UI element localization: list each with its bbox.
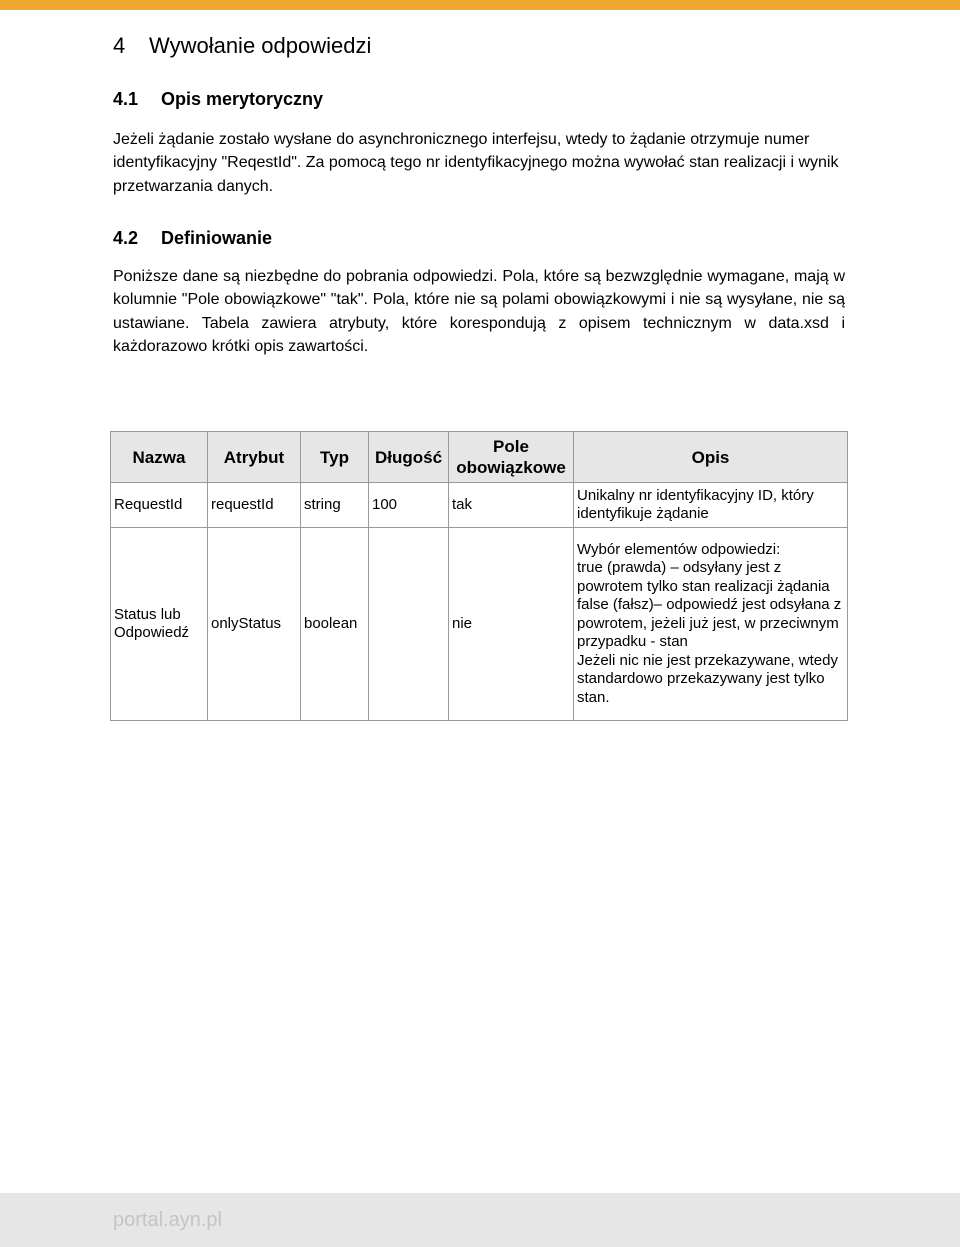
table-row [111, 483, 848, 528]
cell-opis [574, 528, 848, 721]
header-typ: Typ [301, 432, 369, 483]
header-dlugosc: Długość [369, 432, 449, 483]
subsection-number: 4.1 [113, 89, 139, 109]
attributes-table [110, 431, 848, 721]
header-pole-obowiazkowe: Pole obowiązkowe [449, 432, 574, 483]
cell-typ: string [301, 483, 369, 528]
opis-line: Jeżeli nic nie jest przekazywane, wtedy standardowo przekazywany jest tylko stan. [577, 651, 838, 706]
cell-dlugosc [369, 528, 449, 721]
cell-atrybut: onlyStatus [208, 528, 301, 721]
table-row [111, 528, 848, 721]
cell-nazwa: RequestId [111, 483, 208, 528]
footer-url: portal.ayn.pl [113, 1209, 222, 1231]
cell-pole-obowiazkowe: nie [449, 528, 574, 721]
section-title: Wywołanie odpowiedzi [149, 33, 372, 58]
table-header-row [111, 432, 848, 483]
opis-line: true (prawda) – odsyłany jest z powrotem tylko stan realizacji żądania [577, 559, 830, 595]
header-nazwa: Nazwa [111, 432, 208, 483]
subsection-heading-opis [113, 87, 323, 111]
cell-nazwa: Status lub Odpowiedź [111, 528, 208, 721]
subsection-number: 4.2 [113, 228, 139, 248]
cell-dlugosc: 100 [369, 483, 449, 528]
opis-paragraph: Jeżeli żądanie zostało wysłane do asynchronicznego interfejsu, wtedy to żądanie otrzymuje numer identyfikacyjny "ReqestId". Za pomocą tego nr identyfikacyjnego można wywołać stan realizacji i wynik przetwarzania danych. [113, 131, 839, 195]
cell-opis [574, 483, 848, 528]
subsection-heading-definiowanie [113, 226, 272, 250]
opis-line: false (fałsz)– odpowiedź jest odsyłana z powrotem, jeżeli już jest, w przeciwnym przypadku - stan [577, 596, 842, 651]
top-accent-bar [0, 0, 960, 10]
opis-line: Unikalny nr identyfikacyjny ID, który identyfikuje żądanie [577, 486, 814, 522]
header-opis: Opis [574, 432, 848, 483]
subsection-title: Definiowanie [161, 228, 273, 248]
cell-pole-obowiazkowe: tak [449, 483, 574, 528]
header-atrybut: Atrybut [208, 432, 301, 483]
definiowanie-paragraph: Poniższe dane są niezbędne do pobrania odpowiedzi. Pola, które są bezwzględnie wymagane, mają w kolumnie "Pole obowiązkowe" "tak". Pola, które nie są polami obowiązkowymi i nie są wysyłane, nie są ustawiane. Tabela zawiera atrybuty, które korespondują z opisem technicznym w data.xsd i każdorazowo krótki opis zawartości. [113, 268, 845, 355]
section-number: 4 [113, 33, 126, 58]
section-heading [113, 32, 371, 60]
opis-line: Wybór elementów odpowiedzi: [577, 540, 781, 558]
cell-atrybut: requestId [208, 483, 301, 528]
subsection-title: Opis merytoryczny [161, 89, 324, 109]
cell-typ: boolean [301, 528, 369, 721]
